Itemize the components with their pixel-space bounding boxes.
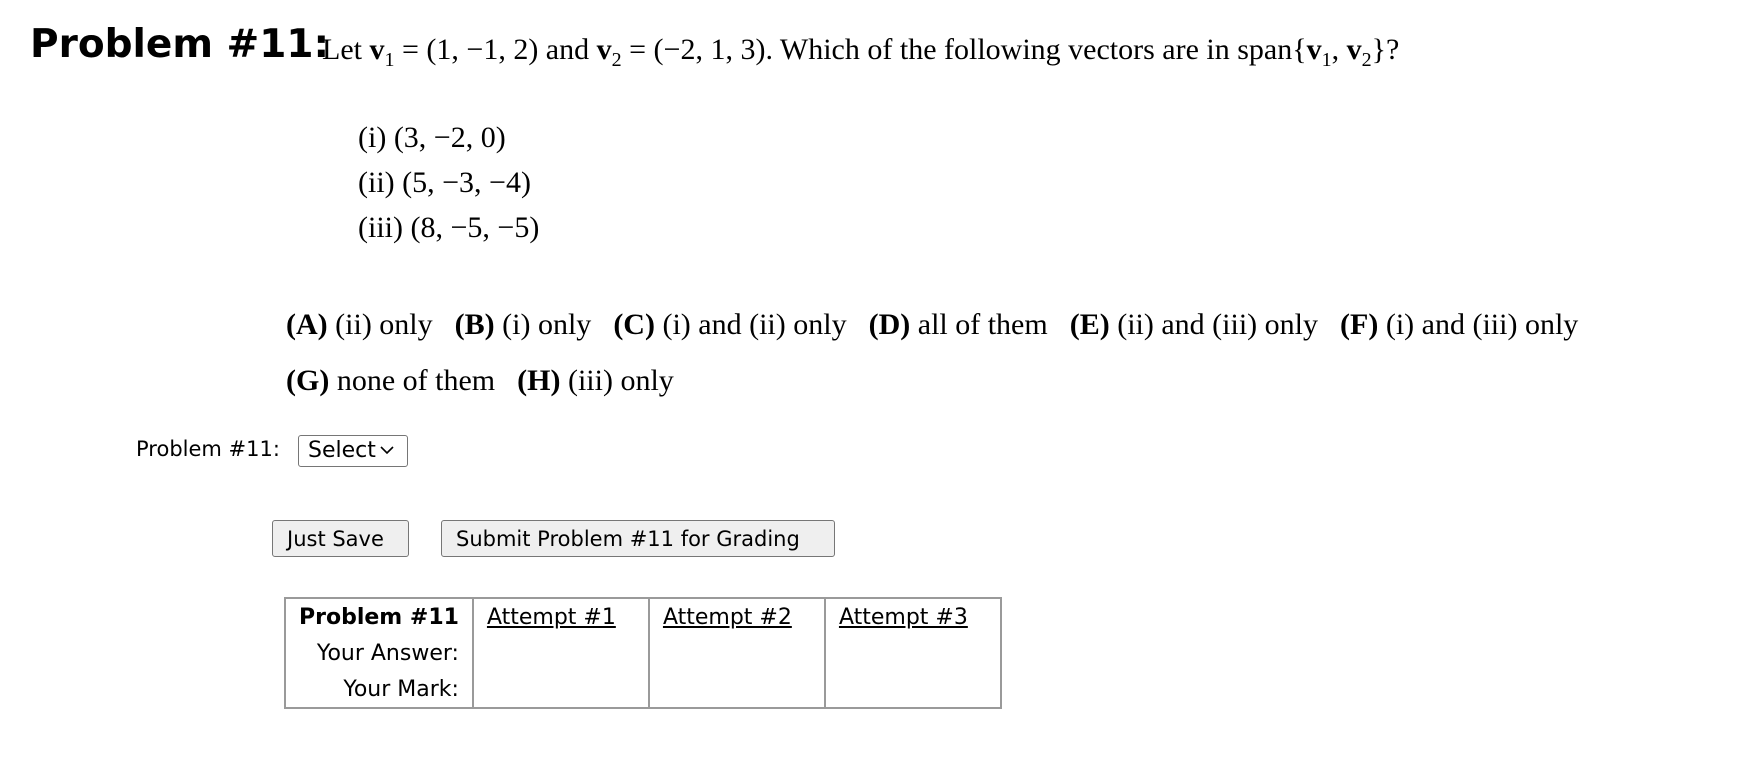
options-row-2 [286, 364, 696, 398]
option-f: (F) (i) and (iii) only [1340, 308, 1579, 341]
option-c: (C) (i) and (ii) only [613, 308, 847, 341]
mark-cell-1 [473, 671, 649, 708]
problem-title: Problem #11: [30, 22, 330, 67]
submit-button[interactable]: Submit Problem #11 for Grading [441, 520, 835, 557]
your-mark-label: Your Mark: [343, 676, 459, 702]
chevron-down-icon [380, 440, 394, 459]
options-row-1 [286, 308, 1600, 342]
vector-item-ii: (ii) (5, −3, −4) [358, 166, 531, 199]
your-answer-row [285, 635, 1001, 671]
attempts-problem-header: Problem #11 [299, 604, 459, 630]
just-save-button[interactable]: Just Save [272, 520, 409, 557]
vector-item-i: (i) (3, −2, 0) [358, 121, 506, 154]
attempt-2-link[interactable]: Attempt #2 [649, 598, 825, 635]
answer-select[interactable] [298, 435, 408, 467]
option-h: (H) (iii) only [517, 364, 674, 397]
vector-item-iii: (iii) (8, −5, −5) [358, 211, 540, 244]
attempts-header-row [285, 598, 1001, 635]
your-mark-row [285, 671, 1001, 708]
option-a: (A) (ii) only [286, 308, 433, 341]
attempt-3-link[interactable]: Attempt #3 [825, 598, 1001, 635]
option-e: (E) (ii) and (iii) only [1069, 308, 1319, 341]
answer-select-value: Select [308, 438, 376, 463]
problem-question: Let $v_1 = (1$, −1, 2) and $v_2 = (-2$, 1, 3). Which of the following vectors are in $span\{v_1$, $v_2$}? [322, 33, 1400, 71]
attempt-1-link[interactable]: Attempt #1 [473, 598, 649, 635]
answer-label: Problem #11: [136, 437, 280, 461]
option-g: (G) none of them [286, 364, 496, 397]
mark-cell-3 [825, 671, 1001, 708]
mark-cell-2 [649, 671, 825, 708]
answer-cell-2 [649, 635, 825, 671]
answer-cell-3 [825, 635, 1001, 671]
option-b: (B) (i) only [454, 308, 592, 341]
attempts-table [284, 597, 1002, 709]
your-answer-label: Your Answer: [316, 640, 459, 666]
answer-cell-1 [473, 635, 649, 671]
option-d: (D) all of them [868, 308, 1048, 341]
